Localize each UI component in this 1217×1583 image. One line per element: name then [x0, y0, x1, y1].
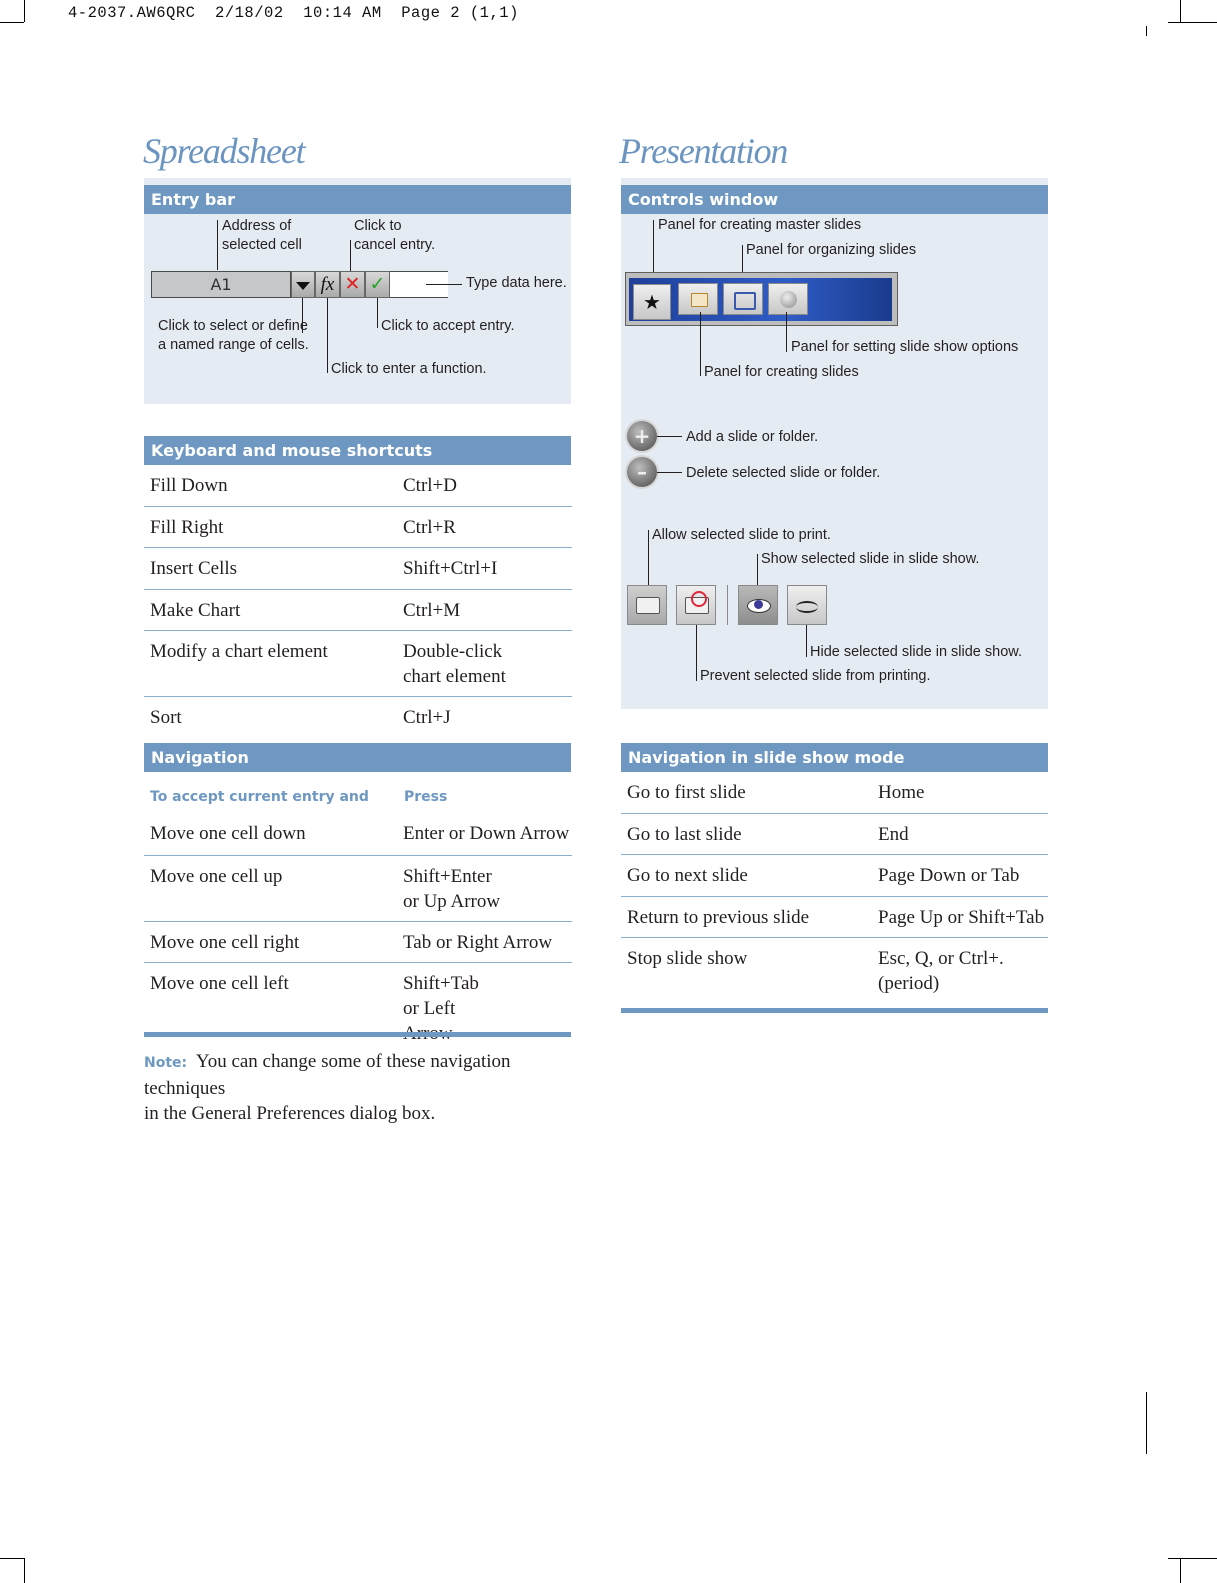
leader-line — [217, 220, 218, 270]
shortcut-action: Fill Right — [150, 516, 224, 538]
address-label — [222, 217, 302, 254]
shortcut-action: Modify a chart element — [150, 640, 328, 662]
cancel-entry-button[interactable] — [340, 271, 365, 298]
slideshow-action: Go to first slide — [627, 782, 746, 803]
slide-panel-icon — [691, 293, 708, 307]
allow-print-button[interactable] — [627, 585, 667, 625]
function-icon: fx — [320, 274, 335, 295]
nav-keys: Enter or Down Arrow — [403, 823, 570, 844]
nav-action: Move one cell up — [150, 865, 283, 887]
job-slug: 4-2037.AW6QRC 2/18/02 10:14 AM Page 2 (1,1) — [68, 4, 519, 22]
eye-closed-icon — [796, 601, 818, 613]
range-label-line: Click to select or define — [158, 318, 308, 334]
shortcut-action: Sort — [150, 706, 182, 728]
show-slide-button[interactable] — [738, 585, 778, 625]
table-row — [144, 630, 572, 696]
table-row — [621, 937, 1048, 1007]
table-row — [144, 814, 572, 855]
slide-panel-button[interactable] — [678, 283, 718, 315]
nav-action: Move one cell down — [150, 823, 306, 844]
star-icon: ★ — [643, 290, 661, 314]
slideshow-keys: Page Up or Shift+Tab — [878, 906, 1045, 928]
type-data-label: Type data here. — [466, 275, 567, 291]
note — [144, 1049, 574, 1126]
leader-line — [786, 312, 787, 352]
leader-line — [327, 298, 328, 373]
shortcut-keys: Ctrl+D — [403, 475, 457, 496]
checkmark-icon: ✓ — [369, 273, 386, 295]
navigation-col2-header: Press — [404, 789, 448, 805]
address-label-line: Address of — [222, 218, 292, 234]
slideshow-keys: End — [878, 823, 909, 845]
shortcuts-heading: Keyboard and mouse shortcuts — [144, 436, 571, 465]
organize-slides-label: Panel for organizing slides — [746, 242, 917, 258]
printer-icon — [636, 597, 660, 614]
add-icon: + — [633, 424, 651, 448]
crop-mark — [0, 1558, 24, 1559]
address-label-line: selected cell — [222, 236, 302, 253]
table-row — [144, 921, 572, 962]
cancel-label-line: Click to — [354, 218, 402, 234]
controls-window — [625, 272, 898, 326]
accept-entry-button[interactable] — [365, 271, 390, 298]
cell-address-box[interactable] — [151, 271, 291, 298]
crop-mark — [1168, 1558, 1217, 1559]
slideshow-action: Go to next slide — [627, 864, 748, 886]
entry-bar-heading: Entry bar — [144, 185, 571, 214]
no-print-button[interactable] — [676, 585, 716, 625]
slideshow-action: Return to previous slide — [627, 906, 810, 928]
range-label-line: a named range of cells. — [158, 336, 309, 353]
master-panel-button[interactable] — [633, 284, 671, 320]
table-row — [621, 896, 1048, 937]
spreadsheet-title: Spreadsheet — [143, 131, 305, 171]
table-row — [144, 589, 572, 630]
add-slide-label: Add a slide or folder. — [686, 429, 819, 445]
crop-mark — [1168, 22, 1217, 23]
crop-mark — [1180, 1558, 1181, 1583]
note-text: in the General Preferences dialog box. — [144, 1103, 436, 1124]
nav-keys: Shift+Tab or Left — [403, 972, 479, 1019]
slideshow-keys: Page Down or Tab — [878, 864, 1020, 886]
table-row — [144, 465, 572, 506]
leader-line — [806, 625, 807, 657]
eye-pupil — [754, 600, 763, 609]
shortcut-action: Fill Down — [150, 475, 228, 496]
note-label: Note: — [144, 1055, 188, 1071]
options-panel-button[interactable] — [768, 283, 808, 315]
nav-keys: Shift+Enter or Up Arrow — [403, 865, 501, 912]
delete-slide-button[interactable] — [627, 457, 657, 487]
range-label — [158, 317, 309, 354]
leader-line — [648, 530, 649, 586]
show-slide-label: Show selected slide in slide show. — [761, 551, 980, 567]
table-row — [621, 772, 1048, 813]
presentation-title: Presentation — [619, 131, 788, 171]
crop-mark — [24, 1558, 25, 1583]
slideshow-action: Go to last slide — [627, 823, 742, 845]
table-row — [144, 855, 572, 921]
table-row — [144, 696, 572, 736]
delete-icon: – — [637, 460, 647, 484]
chevron-down-icon — [296, 282, 310, 290]
range-dropdown-button[interactable] — [291, 271, 315, 298]
slideshow-keys: Home — [878, 782, 925, 803]
leader-line — [696, 625, 697, 681]
nav-action: Move one cell right — [150, 931, 300, 953]
nav-keys: Tab or Right Arrow — [403, 931, 553, 953]
allow-print-label: Allow selected slide to print. — [652, 527, 831, 543]
shortcut-keys: Double-click chart element — [403, 640, 506, 687]
function-button[interactable] — [315, 271, 340, 298]
nav-action: Move one cell left — [150, 972, 289, 994]
no-print-mark — [691, 591, 707, 607]
note-text: You can change some of these navigation techniques — [144, 1051, 511, 1099]
slideshow-keys: Esc, Q, or Ctrl+. (period) — [878, 947, 1004, 994]
folder-panel-button[interactable] — [723, 283, 763, 315]
accept-label: Click to accept entry. — [381, 318, 515, 334]
shortcut-keys: Shift+Ctrl+I — [403, 557, 498, 579]
section-end-rule — [621, 1008, 1048, 1013]
cancel-label-line: cancel entry. — [354, 236, 436, 253]
shortcut-action: Make Chart — [150, 599, 241, 621]
leader-line — [700, 312, 701, 376]
slideshow-action: Stop slide show — [627, 947, 748, 969]
hide-slide-button[interactable] — [787, 585, 827, 625]
table-row — [144, 506, 572, 547]
creating-slides-label: Panel for creating slides — [704, 364, 859, 380]
master-slides-label: Panel for creating master slides — [658, 217, 862, 233]
options-panel-label: Panel for setting slide show options — [791, 339, 1019, 355]
crop-mark — [1146, 26, 1147, 36]
leader-line — [657, 436, 682, 437]
cancel-label — [354, 217, 435, 254]
cancel-x-icon: ✕ — [344, 273, 361, 295]
leader-line — [350, 240, 351, 271]
prevent-print-label: Prevent selected slide from printing. — [700, 668, 931, 684]
slideshow-nav-heading: Navigation in slide show mode — [621, 743, 1048, 772]
leader-line — [757, 554, 758, 586]
navigation-table-body — [144, 814, 572, 1046]
cell-address-value: A1 — [210, 275, 232, 294]
table-row — [621, 813, 1048, 854]
crop-mark — [1180, 0, 1181, 22]
add-slide-button[interactable] — [627, 421, 657, 451]
crop-mark — [0, 22, 24, 23]
options-panel-icon — [780, 291, 797, 308]
folder-panel-icon — [734, 292, 756, 310]
leader-line — [377, 298, 378, 328]
leader-line — [426, 284, 462, 285]
slideshow-nav-table-body — [621, 772, 1048, 1007]
controls-heading: Controls window — [621, 185, 1048, 214]
shortcuts-table-body — [144, 465, 572, 736]
navigation-table — [144, 814, 572, 1046]
shortcuts-table — [144, 465, 572, 736]
navigation-col1-header: To accept current entry and — [150, 789, 369, 805]
icon-divider — [727, 585, 728, 625]
shortcut-keys: Ctrl+J — [403, 706, 451, 728]
function-label: Click to enter a function. — [331, 361, 487, 377]
crop-mark — [1146, 1392, 1147, 1454]
section-end-rule — [144, 1032, 571, 1037]
hide-slide-label: Hide selected slide in slide show. — [810, 644, 1022, 660]
table-row — [621, 854, 1048, 896]
shortcut-action: Insert Cells — [150, 557, 238, 579]
leader-line — [657, 472, 682, 473]
navigation-heading: Navigation — [144, 743, 571, 772]
shortcut-keys: Ctrl+M — [403, 599, 461, 621]
slideshow-nav-table — [621, 772, 1048, 1007]
crop-mark — [24, 0, 25, 22]
table-row — [144, 547, 572, 589]
delete-slide-label: Delete selected slide or folder. — [686, 465, 881, 481]
shortcut-keys: Ctrl+R — [403, 516, 456, 538]
